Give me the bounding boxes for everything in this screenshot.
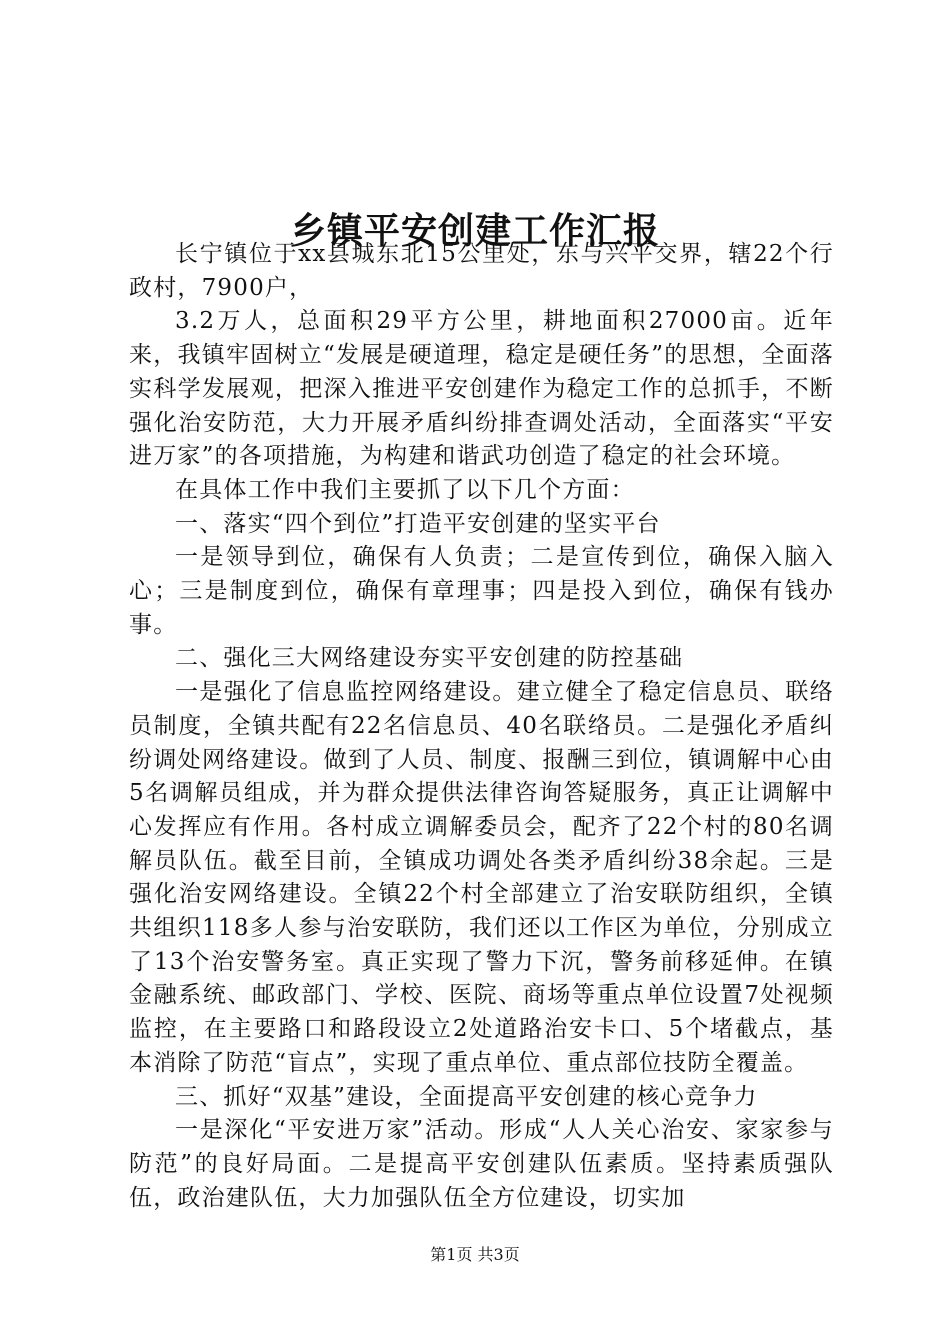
document-title: 乡镇平安创建工作汇报	[289, 210, 660, 253]
section-heading: 二、强化三大网络建设夯实平安创建的防控基础	[175, 645, 684, 672]
section-heading: 三、抓好“双基”建设，全面提高平安创建的核心竞争力	[175, 1083, 758, 1110]
section-heading: 一、落实“四个到位”打造平安创建的坚实平台	[175, 510, 661, 537]
paragraph: 一是领导到位，确保有人负责；二是宣传到位，确保入脑入心；三是制度到位，确保有章理事；四是投入到位，确保有钱办事。	[129, 544, 834, 638]
page-footer: 第1页 共3页	[430, 1245, 520, 1264]
document-body	[129, 238, 834, 1215]
paragraph: 在具体工作中我们主要抓了以下几个方面：	[175, 476, 635, 503]
paragraph: 一是强化了信息监控网络建设。建立健全了稳定信息员、联络员制度，全镇共配有22名信息员、40名联络员。二是强化矛盾纠纷调处网络建设。做到了人员、制度、报酬三到位，镇调解中心由5名调解员组成，并为群众提供法律咨询答疑服务，真正让调解中心发挥应有作用。各村成立调解委员会，配齐了22个村的80名调解员队伍。截至目前，全镇成功调处各类矛盾纠纷38余起。三是强化治安网络建设。全镇22个村全部建立了治安联防组织，全镇共组织118多人参与治安联防，我们还以工作区为单位，分别成立了13个治安警务室。真正实现了警力下沉，警务前移延伸。在镇金融系统、邮政部门、学校、医院、商场等重点单位设置7处视频监控，在主要路口和路段设立2处道路治安卡口、5个堵截点，基本消除了防范“盲点”，实现了重点单位、重点部位技防全覆盖。	[129, 679, 834, 1076]
paragraph: 一是深化“平安进万家”活动。形成“人人关心治安、家家参与防范”的良好局面。二是提高平安创建队伍素质。坚持素质强队伍，政治建队伍，大力加强队伍全方位建设，切实加	[129, 1117, 834, 1211]
paragraph: 3.2万人，总面积29平方公里，耕地面积27000亩。近年来，我镇牢固树立“发展是硬道理，稳定是硬任务”的思想，全面落实科学发展观，把深入推进平安创建作为稳定工作的总抓手，不断强化治安防范，大力开展矛盾纠纷排查调处活动，全面落实“平安进万家”的各项措施，为构建和谐武功创造了稳定的社会环境。	[129, 308, 834, 470]
paragraph: 长宁镇位于xx县城东北15公里处，东与兴平交界，辖22个行政村，7900户，	[129, 241, 834, 301]
